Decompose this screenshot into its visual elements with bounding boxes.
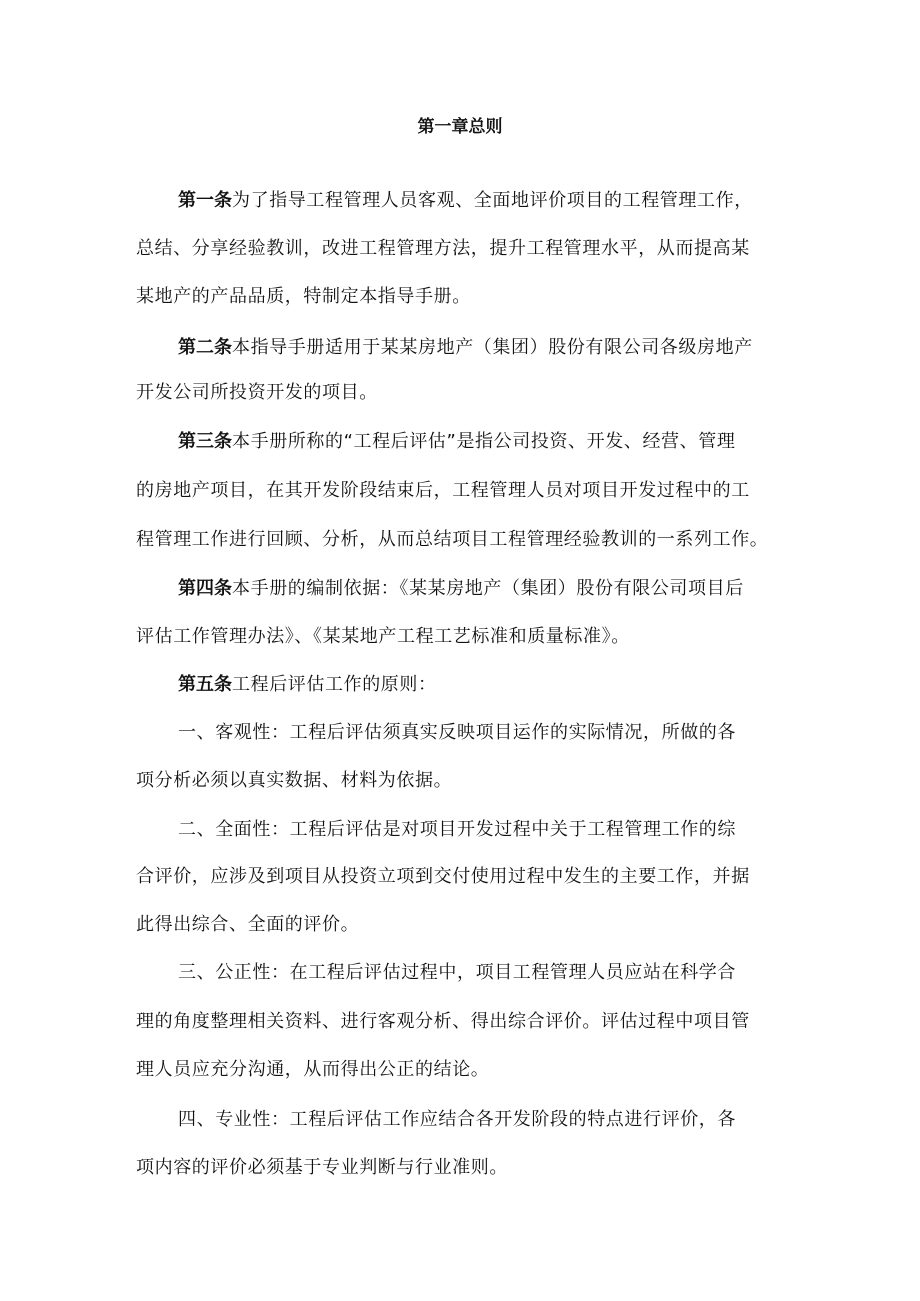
article-3-line-1 <box>178 427 735 457</box>
principle-2-line-2: 合评价，应涉及到项目从投资立项到交付使用过程中发生的主要工作，并据 <box>136 866 750 887</box>
principle-4-line-2: 项内容的评价必须基于专业判断与行业准则。 <box>136 1157 508 1178</box>
principle-1-line-1: 一、客观性：工程后评估须真实反映项目运作的实际情况，所做的各 <box>178 722 736 743</box>
article-2-text-1: 本指导手册适用于某某房地产（集团）股份有限公司各级房地产 <box>232 337 753 358</box>
article-4-label: 第四条 <box>178 578 232 599</box>
principle-3-line-3: 理人员应充分沟通，从而得出公正的结论。 <box>136 1059 490 1080</box>
article-4-line-1 <box>178 574 744 604</box>
article-5-label: 第五条 <box>178 674 232 695</box>
article-1-line-1 <box>178 186 753 216</box>
article-4-text-1: 本手册的编制依据：《某某房地产（集团）股份有限公司项目后 <box>232 578 744 599</box>
article-2-line-1 <box>178 333 753 363</box>
article-2-line-2: 开发公司所投资开发的项目。 <box>136 382 378 403</box>
principle-3-line-2: 理的角度整理相关资料、进行客观分析、得出综合评价。评估过程中项目管 <box>136 1011 750 1032</box>
article-1-label: 第一条 <box>178 190 232 211</box>
principle-2-line-1: 二、全面性：工程后评估是对项目开发过程中关于工程管理工作的综 <box>178 819 736 840</box>
article-1-text-1: 为了指导工程管理人员客观、全面地评价项目的工程管理工作， <box>232 190 753 211</box>
principle-1-line-2: 项分析必须以真实数据、材料为依据。 <box>136 770 453 791</box>
principle-4-line-1: 四、专业性：工程后评估工作应结合各开发阶段的特点进行评价，各 <box>178 1109 736 1130</box>
article-4-line-2: 评估工作管理办法》、《某某地产工程工艺标准和质量标准》。 <box>136 626 630 647</box>
article-3-label: 第三条 <box>178 431 232 452</box>
article-5-text-1: 工程后评估工作的原则： <box>232 674 437 695</box>
principle-2-line-3: 此得出综合、全面的评价。 <box>136 914 360 935</box>
article-3-text-1: 本手册所称的“工程后评估”是指公司投资、开发、经营、管理 <box>232 431 736 452</box>
principle-3-line-1: 三、公正性：在工程后评估过程中，项目工程管理人员应站在科学合 <box>178 962 736 983</box>
article-1-line-3: 某地产的产品品质，特制定本指导手册。 <box>136 286 471 307</box>
article-5-line-1 <box>178 670 437 700</box>
article-1-line-2: 总结、分享经验教训，改进工程管理方法，提升工程管理水平，从而提高某 <box>136 238 750 259</box>
article-2-label: 第二条 <box>178 337 232 358</box>
article-3-line-3: 程管理工作进行回顾、分析，从而总结项目工程管理经验教训的一系列工作。 <box>136 529 769 550</box>
chapter-title: 第一章总则 <box>417 117 503 137</box>
article-3-line-2: 的房地产项目，在其开发阶段结束后，工程管理人员对项目开发过程中的工 <box>136 480 750 501</box>
